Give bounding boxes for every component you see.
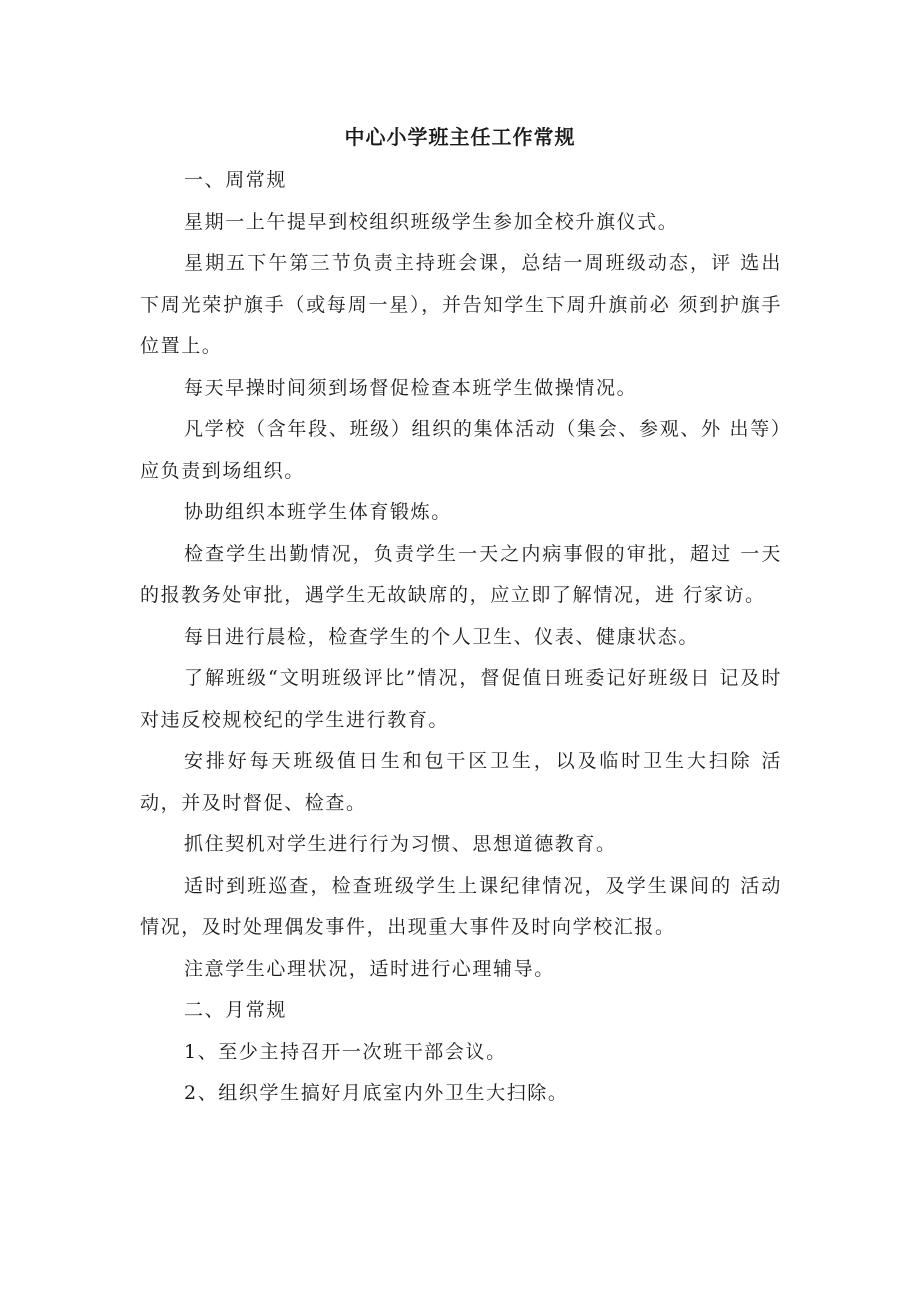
list-item: 2、组织学生搞好月底室内外卫生大扫除。	[184, 1082, 569, 1104]
section-heading-monthly: 二、月常规	[184, 999, 288, 1021]
paragraph: 抓住契机对学生进行行为习惯、思想道德教育。	[184, 833, 617, 855]
paragraph: 协助组织本班学生体育锻炼。	[184, 501, 452, 523]
paragraph: 每天早操时间须到场督促检查本班学生做操情况。	[184, 376, 638, 399]
paragraph: 注意学生心理状况，适时进行心理辅导。	[184, 957, 555, 980]
document-title: 中心小学班主任工作常规	[344, 125, 576, 149]
list-item: 1、至少主持召开一次班干部会议。	[184, 1040, 507, 1063]
paragraph: 安排好每天班级值日生和包干区卫生，以及临时卫生大扫除 活动，并及时督促、检查。	[140, 750, 782, 814]
paragraph: 每日进行晨检，检查学生的个人卫生、仪表、健康状态。	[184, 625, 700, 648]
paragraph: 检查学生出勤情况，负责学生一天之内病事假的审批，超过 一天的报教务处审批，遇学生无故缺席的，应立即了解情况，进 行家访。	[140, 542, 782, 606]
document-body	[140, 160, 782, 1115]
section-heading-weekly: 一、周常规	[184, 169, 288, 191]
paragraph: 了解班级“文明班级评比”情况，督促值日班委记好班级日 记及时对违反校规校纪的学生进行教育。	[140, 667, 782, 731]
paragraph: 星期五下午第三节负责主持班会课，总结一周班级动态，评 选出下周光荣护旗手（或每周一星），并告知学生下周升旗前必 须到护旗手位置上。	[140, 252, 782, 357]
paragraph: 适时到班巡查，检查班级学生上课纪律情况，及学生课间的 活动情况，及时处理偶发事件，出现重大事件及时向学校汇报。	[140, 874, 782, 938]
paragraph: 凡学校（含年段、班级）组织的集体活动（集会、参观、外 出等）应负责到场组织。	[140, 418, 782, 482]
paragraph: 星期一上午提早到校组织班级学生参加全校升旗仪式。	[184, 210, 679, 233]
